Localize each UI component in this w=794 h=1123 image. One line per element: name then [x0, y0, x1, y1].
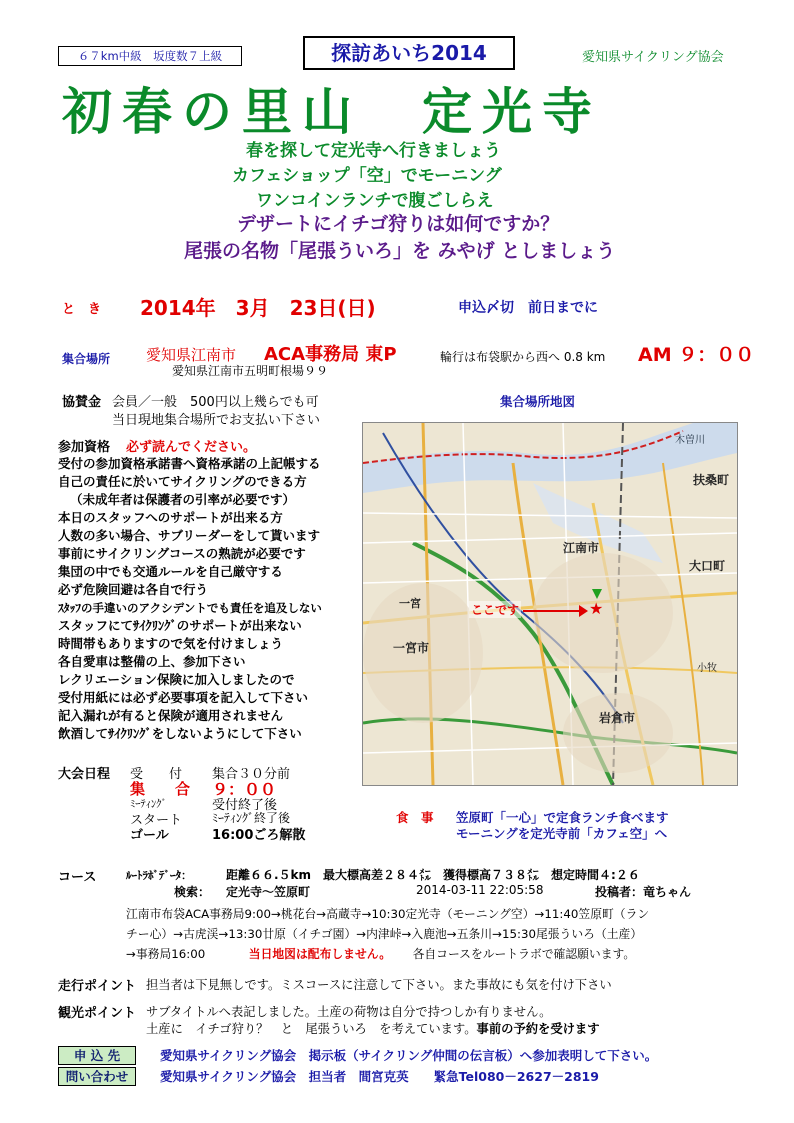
course-label: コース: [58, 870, 97, 885]
meeting-transport: 輪行は布袋駅から西へ 0.8 km: [440, 350, 606, 364]
sight-point-souvenir: 土産に イチゴ狩り？ と 尾張ういろ を考えています。: [146, 1022, 477, 1036]
event-series-title: 探訪あいち2014: [303, 36, 515, 70]
slogan-line-4: デザートにイチゴ狩りは如何ですか？: [237, 213, 560, 235]
schedule-reception-label: 受 付: [130, 767, 183, 782]
course-routelab-notice: 各自コースをルートラボで確認願います。: [412, 947, 636, 961]
schedule-meeting-time: 受付終了後: [212, 798, 278, 813]
schedule-reception-time: 集合３０分前: [212, 767, 291, 782]
schedule-start-label: スタート: [130, 813, 183, 828]
meeting-place-map: [362, 422, 738, 786]
course-route-line-3: [126, 945, 635, 962]
course-posted-at: 2014-03-11 22:05:58: [416, 883, 544, 897]
list-item: 受付用紙には必ず必要事項を記入して下さい: [58, 690, 309, 705]
list-item: 各自愛車は整備の上、参加下さい: [58, 654, 246, 669]
meal-line-1: 笠原町「一心」で定食ランチ食べます: [456, 810, 669, 825]
map-label-fusoucho: 扶桑町: [693, 473, 730, 487]
schedule-goal-label: ゴール: [130, 828, 169, 843]
schedule-goal-time: 16:00ごろ解散: [212, 828, 306, 843]
course-search-label: 検索：: [174, 885, 211, 899]
sight-point-label: 観光ポイント: [58, 1006, 137, 1021]
list-item: 受付の参加資格承諾書へ資格承諾の上記帳する: [58, 456, 321, 471]
qualifications-list: [58, 455, 358, 743]
map-label-komaki: 小牧: [697, 663, 717, 674]
fee-line-2: 当日現地集合場所でお支払い下さい: [112, 413, 321, 428]
list-item: （未成年者は保護者の引率が必要です）: [70, 492, 296, 507]
meal-line-2: モーニングを定光寺前「カフェ空」へ: [456, 826, 668, 841]
list-item: 本日のスタッフへのサポートが出来る方: [58, 510, 283, 525]
slogan-line-1: 春を探して定光寺へ行きましょう: [246, 141, 501, 161]
map-label-iwakura: 岩倉市: [599, 711, 636, 725]
map-label-ichinomiya: 一宮市: [393, 641, 430, 655]
course-map-notice: 当日地図は配布しません。: [248, 947, 392, 961]
map-star-icon: ★: [589, 599, 604, 618]
meeting-address: 愛知県江南市五明町根場９９: [172, 364, 329, 378]
run-point-label: 走行ポイント: [58, 979, 137, 994]
course-search-value: 定光寺〜笠原町: [226, 885, 311, 899]
course-route-label: ﾙｰﾄﾗﾎﾞﾃﾞｰﾀ：: [126, 869, 192, 882]
meeting-label: 集合場所: [62, 352, 111, 366]
schedule-start-time: ﾐｰﾃｨﾝｸﾞ終了後: [212, 811, 291, 825]
list-item: 集団の中でも交通ルールを自己厳守する: [58, 564, 283, 579]
event-date: 2014年 3月 23日(日): [140, 296, 376, 320]
list-item: ｽﾀｯﾌの手違いのアクシデントでも責任を追及しない: [58, 601, 322, 615]
application-deadline: 申込〆切 前日までに: [458, 300, 598, 316]
map-caption: 集合場所地図: [500, 394, 576, 409]
map-marker-label: ここです: [471, 603, 520, 617]
schedule-meeting-label: ﾐｰﾃｨﾝｸﾞ: [130, 798, 167, 810]
slogan-line-3: ワンコインランチで腹ごしらえ: [256, 191, 494, 211]
list-item: 必ず危険回避は各自で行う: [58, 582, 209, 597]
list-item: 時間帯もありますので気を付けましょう: [58, 636, 284, 651]
date-label: と き: [62, 302, 102, 317]
map-marker-arrow: [523, 610, 581, 612]
map-pin-icon: [592, 589, 602, 599]
course-route-line-1: 江南市布袋ACA事務局9:00→桃花台→高蔵寺→10:30定光寺（モーニング空）→11:40笠原町（ラン: [126, 907, 650, 921]
course-stats: 距離６６.５km 最大標高差２８４㍍ 獲得標高７３８㍍ 想定時間４:２６: [226, 868, 640, 882]
map-label-konanshi: 江南市: [563, 541, 600, 555]
sight-point-line-2: [146, 1019, 600, 1037]
slogan-line-2: カフェショップ「空」でモーニング: [232, 166, 502, 186]
level-box: ６７km中級 坂度数７上級: [58, 46, 242, 66]
meeting-city: 愛知県江南市: [146, 346, 237, 364]
sight-point-line-1: サブタイトルへ表記しました。土産の荷物は自分で持つしか有りません。: [146, 1005, 552, 1019]
course-poster: 投稿者：竜ちゃん: [595, 885, 692, 899]
list-item: スタッフにてｻｲｸﾘﾝｸﾞのサポートが出来ない: [58, 618, 302, 633]
sight-point-reservation: 事前の予約を受けます: [476, 1022, 600, 1036]
list-item: 飲酒してｻｲｸﾘﾝｸﾞをしないようにして下さい: [58, 726, 302, 741]
list-item: レクリエーション保険に加入しましたので: [58, 672, 295, 687]
slogan-line-5: 尾張の名物「尾張ういろ」を みやげ としましょう: [184, 240, 616, 262]
fee-line-1: 会員／一般 500円以上幾らでも可: [112, 395, 319, 410]
list-item: 人数の多い場合、サブリーダーをして貰います: [58, 528, 321, 543]
schedule-label: 大会日程: [58, 767, 111, 782]
qualifications-must-read: 必ず読んでください。: [126, 440, 257, 455]
list-item: 事前にサイクリングコースの熟読が必要です: [58, 546, 306, 561]
list-item: 自己の責任に於いてサイクリングのできる方: [58, 474, 307, 489]
contact-label: 問い合わせ: [58, 1067, 136, 1086]
main-title: 初春の里山 定光寺: [62, 82, 602, 141]
meeting-place: ACA事務局 東P: [264, 344, 397, 365]
run-point-text: 担当者は下見無しです。ミスコースに注意して下さい。また事故にも気を付け下さい: [146, 978, 612, 992]
meal-label: 食 事: [396, 810, 434, 825]
contact-text: 愛知県サイクリング協会 担当者 間宮克英 緊急Tel080－2627－2819: [160, 1069, 599, 1084]
map-label-ichinomiya-2: 一宮: [399, 597, 421, 610]
qualifications-label: 参加資格: [58, 440, 111, 455]
map-label-kisogawa: 木曽川: [675, 435, 705, 446]
application-text: 愛知県サイクリング協会 掲示板（サイクリング仲間の伝言板）へ参加表明して下さい。: [160, 1048, 658, 1063]
map-label-oguchicho: 大口町: [689, 559, 726, 573]
schedule-gather-label: 集 合: [130, 780, 191, 798]
schedule-gather-time: ９：００: [212, 780, 277, 799]
course-route-end: →事務局16:00: [126, 947, 206, 961]
organizer-name: 愛知県サイクリング協会: [582, 50, 724, 65]
application-label: 申 込 先: [58, 1046, 136, 1065]
list-item: 記入漏れが有ると保険が適用されません: [58, 708, 284, 723]
map-arrow-head-icon: [579, 605, 588, 617]
course-route-line-2: チー心）→古虎渓→13:30廿原（イチゴ園）→内津峠→入鹿池→五条川→15:30尾張ういろ（土産）: [126, 927, 643, 941]
fee-label: 協賛金: [62, 395, 102, 410]
meeting-time: AM ９：００: [638, 344, 755, 366]
